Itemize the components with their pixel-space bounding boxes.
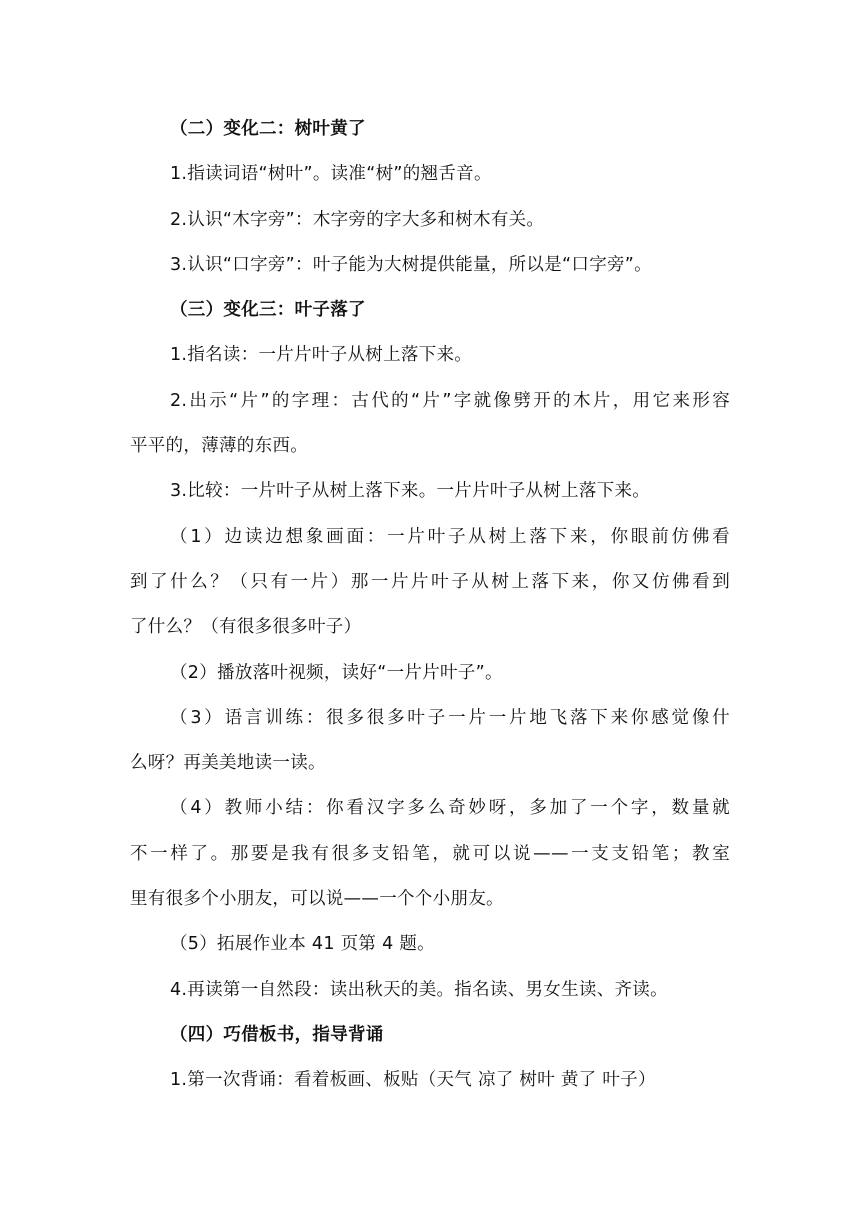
text-line: 平平的，薄薄的东西。 bbox=[130, 436, 308, 457]
text-line: 4.再读第一自然段：读出秋天的美。指名读、男女生读、齐读。 bbox=[170, 979, 668, 1000]
text-line: （1）边读边想象画面：一片叶子从树上落下来，你眼前仿佛看 bbox=[170, 526, 730, 547]
text-line: （2）播放落叶视频，读好“一片片叶子”。 bbox=[170, 662, 503, 683]
text-line: （三）变化三：叶子落了 bbox=[170, 300, 366, 321]
text-line: （3）语言训练：很多很多叶子一片一片地飞落下来你感觉像什 bbox=[170, 707, 730, 728]
text-line: 1.指名读：一片片叶子从树上落下来。 bbox=[170, 345, 473, 366]
text-line: 2.认识“木字旁”：木字旁的字大多和树木有关。 bbox=[170, 209, 545, 230]
text-line: 不一样了。那要是我有很多支铅笔，就可以说——一支支铅笔；教室 bbox=[130, 843, 730, 864]
text-line: 到了什么？（只有一片）那一片片叶子从树上落下来，你又仿佛看到 bbox=[130, 571, 730, 592]
text-line: 3.认识“口字旁”：叶子能为大树提供能量，所以是“口字旁”。 bbox=[170, 254, 652, 275]
text-line: 么呀？再美美地读一读。 bbox=[130, 753, 326, 774]
text-line: （二）变化二：树叶黄了 bbox=[170, 119, 366, 139]
text-line: 里有很多个小朋友，可以说——一个个小朋友。 bbox=[130, 889, 504, 910]
text-line: 1.第一次背诵：看着板画、板贴（天气 凉了 树叶 黄了 叶子） bbox=[170, 1070, 656, 1091]
text-line: 3.比较：一片叶子从树上落下来。一片片叶子从树上落下来。 bbox=[170, 481, 651, 502]
document-body bbox=[130, 107, 730, 1104]
text-line: （4）教师小结：你看汉字多么奇妙呀，多加了一个字，数量就 bbox=[170, 798, 730, 819]
text-line: 2.出示“片”的字理：古代的“片”字就像劈开的木片，用它来形容 bbox=[170, 390, 730, 411]
text-line: （四）巧借板书，指导背诵 bbox=[170, 1024, 384, 1045]
text-line: （5）拓展作业本 41 页第 4 题。 bbox=[170, 934, 435, 955]
text-line: 了什么？（有很多很多叶子） bbox=[130, 617, 362, 638]
text-line: 1.指读词语“树叶”。读准“树”的翘舌音。 bbox=[170, 164, 492, 185]
